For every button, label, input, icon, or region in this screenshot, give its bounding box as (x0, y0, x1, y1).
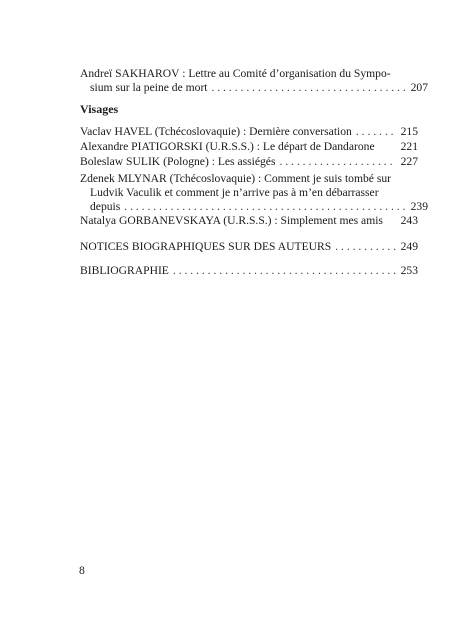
toc-entry-text: Boleslaw SULIK (Pologne) : Les assiégés (80, 155, 276, 168)
toc-entry-text: sium sur la peine de mort (90, 81, 208, 94)
toc-entry-sakharov (80, 67, 428, 95)
toc-entry-text: depuis (90, 200, 121, 213)
dot-leader (212, 81, 406, 95)
section-heading (80, 102, 418, 116)
dot-leader (279, 155, 396, 169)
toc-entry-line: Zdenek MLYNAR (Tchécoslovaquie) : Comment je suis tombé sur (80, 172, 391, 185)
toc-entry-text: Natalya GORBANEVSKAYA (U.R.S.S.) : Simplement mes amis (80, 214, 383, 227)
toc-entry-text: BIBLIOGRAPHIE (80, 264, 169, 277)
toc-entry-line-leader (80, 264, 418, 278)
dot-leader (335, 240, 396, 254)
toc-entry-line-leader (80, 81, 428, 95)
dot-leader (356, 125, 396, 139)
dot-leader (124, 200, 406, 214)
toc-entry-line-leader (80, 200, 428, 214)
toc-entry-line: Andreï SAKHAROV : Lettre au Comité d’organisation du Sympo- (80, 67, 391, 80)
toc-page-number: 243 (400, 214, 418, 227)
toc-page-number: 221 (400, 140, 418, 153)
toc-entry-havel (80, 125, 418, 139)
toc-entry-line: Ludvik Vaculik et comment je n’arrive pas à m’en débarrasser (90, 186, 379, 199)
toc-entry-text: Vaclav HAVEL (Tchécoslovaquie) : Dernière conversation (80, 125, 352, 138)
toc-page-number: 227 (400, 155, 418, 168)
page-folio: 8 (79, 564, 85, 577)
toc-page-number: 215 (400, 125, 418, 138)
toc-entry-bibliographie (80, 264, 418, 278)
toc-entry-mlynar (80, 172, 428, 214)
toc-entry-line-leader (80, 240, 418, 254)
toc-page-number: 253 (400, 264, 418, 277)
dot-leader (173, 264, 396, 278)
toc-entry-text: NOTICES BIOGRAPHIQUES SUR DES AUTEURS (80, 240, 332, 253)
section-title: Visages (80, 102, 119, 116)
toc-entry-sulik (80, 155, 418, 169)
toc-entry-piatigorski (80, 140, 418, 154)
toc-page-number: 207 (410, 81, 428, 94)
toc-entry-text: Alexandre PIATIGORSKI (U.R.S.S.) : Le départ de Dandarone (80, 140, 375, 153)
toc-page-number: 249 (400, 240, 418, 253)
toc-entry-gorbanevskaya (80, 214, 418, 228)
toc-entry-notices (80, 240, 418, 254)
toc-entry-line-leader (80, 214, 418, 228)
toc-list-visages (80, 125, 418, 169)
toc-page-number: 239 (410, 200, 428, 213)
